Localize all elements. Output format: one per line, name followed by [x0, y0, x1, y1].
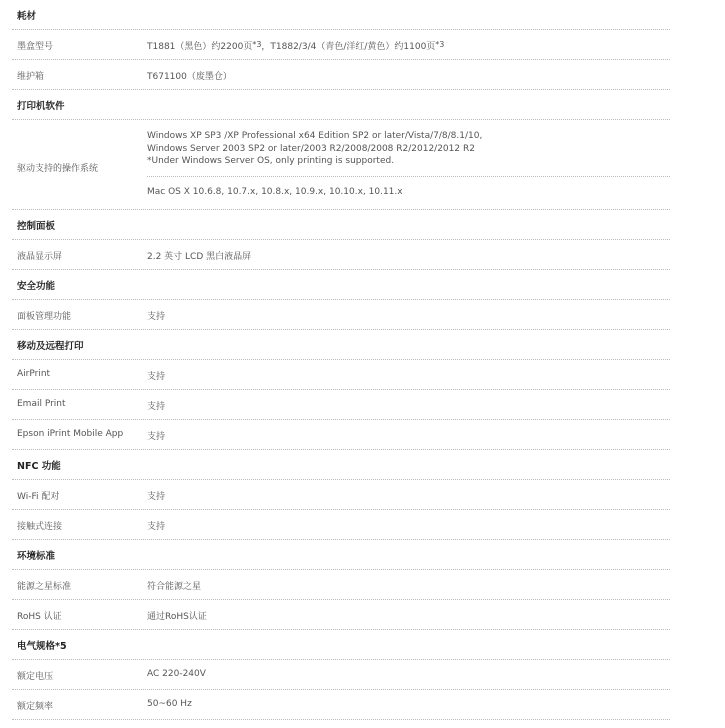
section-title: NFC 功能	[17, 461, 61, 472]
spec-table	[12, 0, 670, 720]
section-header-mobile	[12, 330, 670, 360]
spec-value: T671100（废墨仓）	[147, 72, 232, 82]
spec-label: 维护箱	[17, 72, 45, 82]
section-title: 耗材	[17, 11, 37, 22]
cartridge-color-text: ，T1882/3/4（青色/洋红/黄色）约1100页	[261, 42, 436, 52]
spec-value	[147, 39, 444, 52]
spec-label: 液晶显示屏	[17, 252, 63, 262]
section-header-security	[12, 270, 670, 300]
section-title: 安全功能	[17, 281, 56, 292]
section-header-control-panel	[12, 210, 670, 240]
section-header-software	[12, 90, 670, 120]
spec-row-email-print	[12, 390, 670, 420]
windows-server-os-line: Windows Server 2003 SP2 or later/2003 R2/2008/2008 R2/2012/2012 R2	[147, 143, 475, 154]
section-header-consumables	[12, 0, 670, 30]
spec-value: 支持	[147, 522, 166, 532]
spec-row-panel-admin	[12, 300, 670, 330]
spec-row-touch-connect	[12, 510, 670, 540]
spec-row-cartridge	[12, 30, 670, 60]
spec-label: 接触式连接	[17, 522, 63, 532]
spec-row-rated-frequency	[12, 690, 670, 720]
footnote-mark: *3	[252, 40, 262, 49]
spec-label: 面板管理功能	[17, 312, 72, 322]
section-title: 电气规格*5	[17, 641, 67, 652]
spec-value: 支持	[147, 372, 166, 382]
divider	[147, 176, 670, 177]
section-header-environment	[12, 540, 670, 570]
spec-label: 墨盒型号	[17, 42, 54, 52]
spec-row-lcd	[12, 240, 670, 270]
spec-value: 2.2 英寸 LCD 黑白液晶屏	[147, 252, 252, 262]
section-header-electrical	[12, 630, 670, 660]
spec-row-airprint	[12, 360, 670, 390]
spec-row-iprint-app	[12, 420, 670, 450]
os-list	[147, 130, 670, 198]
spec-row-driver-os	[12, 120, 670, 210]
spec-row-rohs	[12, 600, 670, 630]
spec-label: 额定电压	[17, 672, 54, 682]
cartridge-black-text: T1881（黑色）约2200页	[147, 42, 253, 52]
spec-row-energy-star	[12, 570, 670, 600]
footnote-mark: *3	[435, 40, 445, 49]
spec-value: AC 220-240V	[147, 669, 206, 679]
spec-label: AirPrint	[17, 369, 51, 379]
windows-os-line: Windows XP SP3 /XP Professional x64 Edition SP2 or later/Vista/7/8/8.1/10,	[147, 131, 483, 141]
section-title: 移动及远程打印	[17, 341, 84, 352]
spec-value: 支持	[147, 402, 166, 412]
section-title: 环境标准	[17, 551, 56, 562]
windows-server-note: *Under Windows Server OS, only printing is supported.	[147, 156, 395, 166]
spec-value: 50~60 Hz	[147, 699, 192, 709]
spec-value: 支持	[147, 432, 166, 442]
spec-value: 支持	[147, 312, 166, 322]
spec-label: Email Print	[17, 399, 66, 409]
section-header-nfc	[12, 450, 670, 480]
spec-value: 符合能源之星	[147, 582, 202, 592]
spec-label: 驱动支持的操作系统	[17, 164, 99, 174]
section-title: 打印机软件	[17, 101, 65, 112]
spec-value: 支持	[147, 492, 166, 502]
spec-label: RoHS 认证	[17, 612, 62, 622]
spec-label: 能源之星标准	[17, 582, 72, 592]
spec-row-wifi-pairing	[12, 480, 670, 510]
spec-label: 额定频率	[17, 702, 54, 712]
spec-row-rated-voltage	[12, 660, 670, 690]
section-title: 控制面板	[17, 221, 56, 232]
spec-value: 通过RoHS认证	[147, 612, 207, 622]
spec-label: Wi-Fi 配对	[17, 492, 60, 502]
spec-label: Epson iPrint Mobile App	[17, 429, 124, 439]
mac-os-line: Mac OS X 10.6.8, 10.7.x, 10.8.x, 10.9.x, 10.10.x, 10.11.x	[147, 186, 403, 197]
spec-row-maintenance-box	[12, 60, 670, 90]
